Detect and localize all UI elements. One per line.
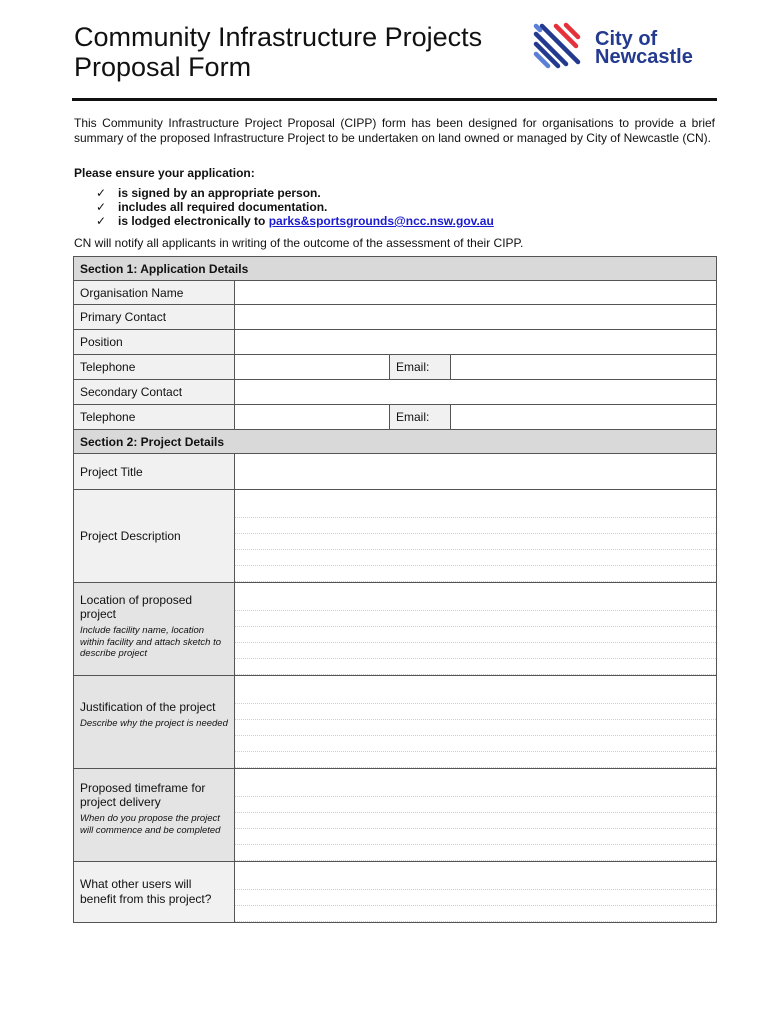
justification-label-cell [74,676,235,769]
timeframe-label: Proposed timeframe for project delivery [80,781,206,809]
proposal-form-table [73,256,717,923]
checklist-item [96,214,494,228]
telephone-field[interactable] [235,355,390,380]
position-field[interactable] [235,330,717,355]
justification-hint: Describe why the project is needed [80,718,228,729]
checklist-text: includes all required documentation. [118,200,328,214]
secondary-email-field[interactable] [451,405,717,430]
position-label: Position [74,330,235,355]
project-description-label: Project Description [74,490,235,583]
location-hint: Include facility name, location within facility and attach sketch to describe project [80,625,221,659]
checklist-text: is signed by an appropriate person. [118,186,321,200]
check-icon: ✓ [96,186,107,200]
section-1-heading: Section 1: Application Details [74,257,717,281]
project-title-label: Project Title [74,454,235,490]
justification-label: Justification of the project [80,700,216,714]
logo-mark-icon [532,22,584,70]
notify-text: CN will notify all applicants in writing of the outcome of the assessment of their CIPP. [74,236,524,250]
secondary-contact-field[interactable] [235,380,717,405]
check-icon: ✓ [96,214,107,228]
logo-line-1: City of [595,28,658,50]
logo-text [595,30,693,66]
city-of-newcastle-logo [532,22,702,70]
location-label-cell [74,583,235,676]
email-link[interactable]: parks&sportsgrounds@ncc.nsw.gov.au [268,214,494,228]
secondary-email-label: Email: [390,405,451,430]
form-title [74,22,482,82]
title-line-1: Community Infrastructure Projects [74,22,483,52]
logo-line-2: Newcastle [595,46,693,68]
header-divider [72,98,717,101]
secondary-telephone-label: Telephone [74,405,235,430]
intro-paragraph: This Community Infrastructure Project Proposal (CIPP) form has been designed for organisations to provide a brief summary of the proposed Infrastructure Project to be undertaken on land owned or managed by City of Newcastle (CN). [74,116,715,145]
other-users-field[interactable] [235,862,717,923]
other-users-label: What other users will benefit from this project? [74,862,235,923]
secondary-telephone-field[interactable] [235,405,390,430]
checklist-item [96,200,494,214]
section-2-heading: Section 2: Project Details [74,430,717,454]
check-icon: ✓ [96,200,107,214]
justification-field[interactable] [235,676,717,769]
primary-contact-field[interactable] [235,305,717,330]
project-title-field[interactable] [235,454,717,490]
checklist-text: is lodged electronically to [118,214,269,228]
checklist [96,186,494,228]
email-field[interactable] [451,355,717,380]
telephone-label: Telephone [74,355,235,380]
primary-contact-label: Primary Contact [74,305,235,330]
organisation-name-field[interactable] [235,281,717,305]
checklist-item [96,186,494,200]
project-description-field[interactable] [235,490,717,583]
timeframe-hint: When do you propose the project will commence and be completed [80,813,221,836]
ensure-heading: Please ensure your application: [74,166,255,180]
secondary-contact-label: Secondary Contact [74,380,235,405]
title-line-2: Proposal Form [74,52,252,82]
timeframe-field[interactable] [235,769,717,862]
organisation-name-label: Organisation Name [74,281,235,305]
email-label: Email: [390,355,451,380]
timeframe-label-cell [74,769,235,862]
location-label: Location of proposed project [80,593,193,621]
location-field[interactable] [235,583,717,676]
